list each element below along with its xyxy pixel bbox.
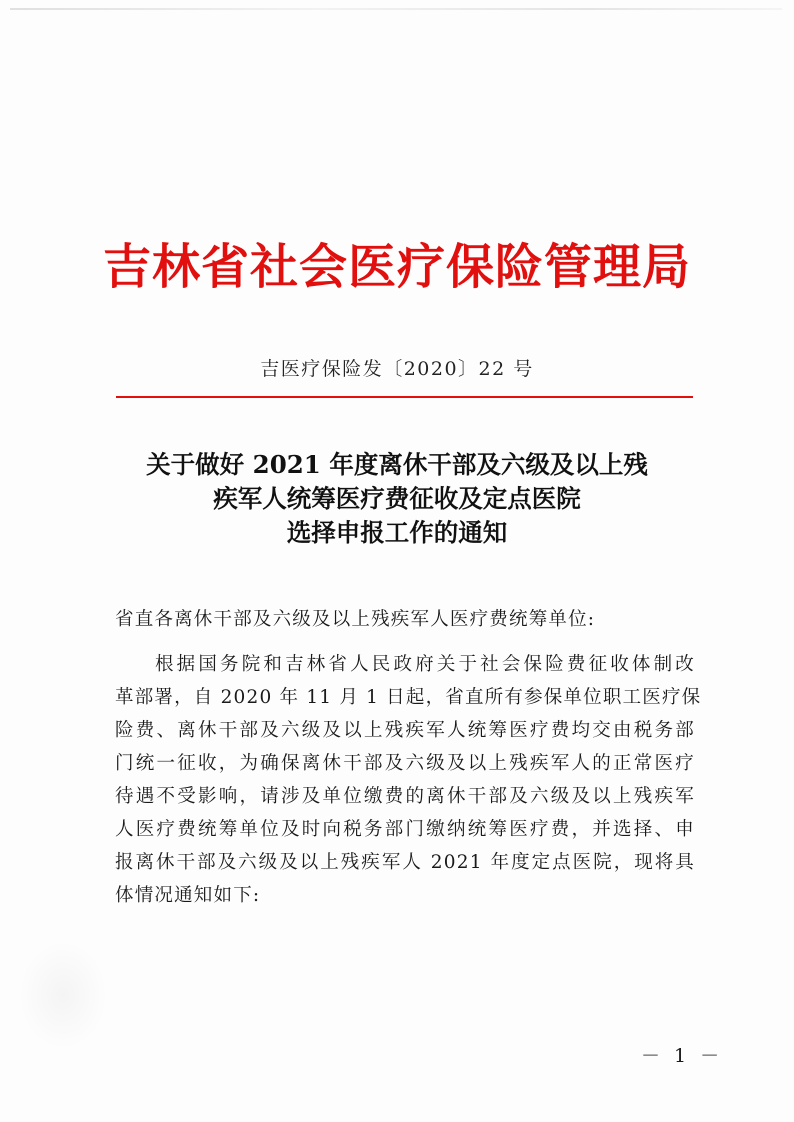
body-line: 门统一征收，为确保离休干部及六级及以上残疾军人的正常医疗 bbox=[115, 753, 695, 774]
body-line: 险费、离休干部及六级及以上残疾军人统筹医疗费均交由税务部 bbox=[115, 720, 695, 741]
document-number: 吉医疗保险发〔2020〕22 号 bbox=[260, 358, 534, 380]
notice-title-line: 选择申报工作的通知 bbox=[286, 518, 508, 547]
scan-shadow bbox=[18, 940, 108, 1050]
body-line: 根据国务院和吉林省人民政府关于社会保险费征收体制改 bbox=[155, 654, 695, 675]
notice-title-line: 疾军人统筹医疗费征收及定点医院 bbox=[213, 484, 581, 513]
body-line: 待遇不受影响，请涉及单位缴费的离休干部及六级及以上残疾军 bbox=[115, 786, 695, 807]
scan-edge-line bbox=[10, 8, 782, 10]
red-separator-line bbox=[116, 396, 693, 398]
body-line: 体情况通知如下: bbox=[115, 885, 261, 906]
addressee-line: 省直各离休干部及六级及以上残疾军人医疗费统筹单位: bbox=[115, 609, 596, 630]
page-number: － 1 － bbox=[641, 1045, 724, 1067]
body-line: 革部署，自 2020 年 11 月 1 日起，省直所有参保单位职工医疗保 bbox=[115, 687, 702, 708]
body-line: 人医疗费统筹单位及时向税务部门缴纳统筹医疗费，并选择、申 bbox=[115, 819, 695, 840]
notice-title-line: 关于做好 2021 年度离休干部及六级及以上残 bbox=[146, 450, 648, 479]
notice-body bbox=[115, 648, 702, 912]
organization-header: 吉林省社会医疗保险管理局 bbox=[102, 239, 691, 295]
notice-title bbox=[0, 448, 794, 550]
body-line: 报离休干部及六级及以上残疾军人 2021 年度定点医院，现将具 bbox=[115, 852, 695, 873]
